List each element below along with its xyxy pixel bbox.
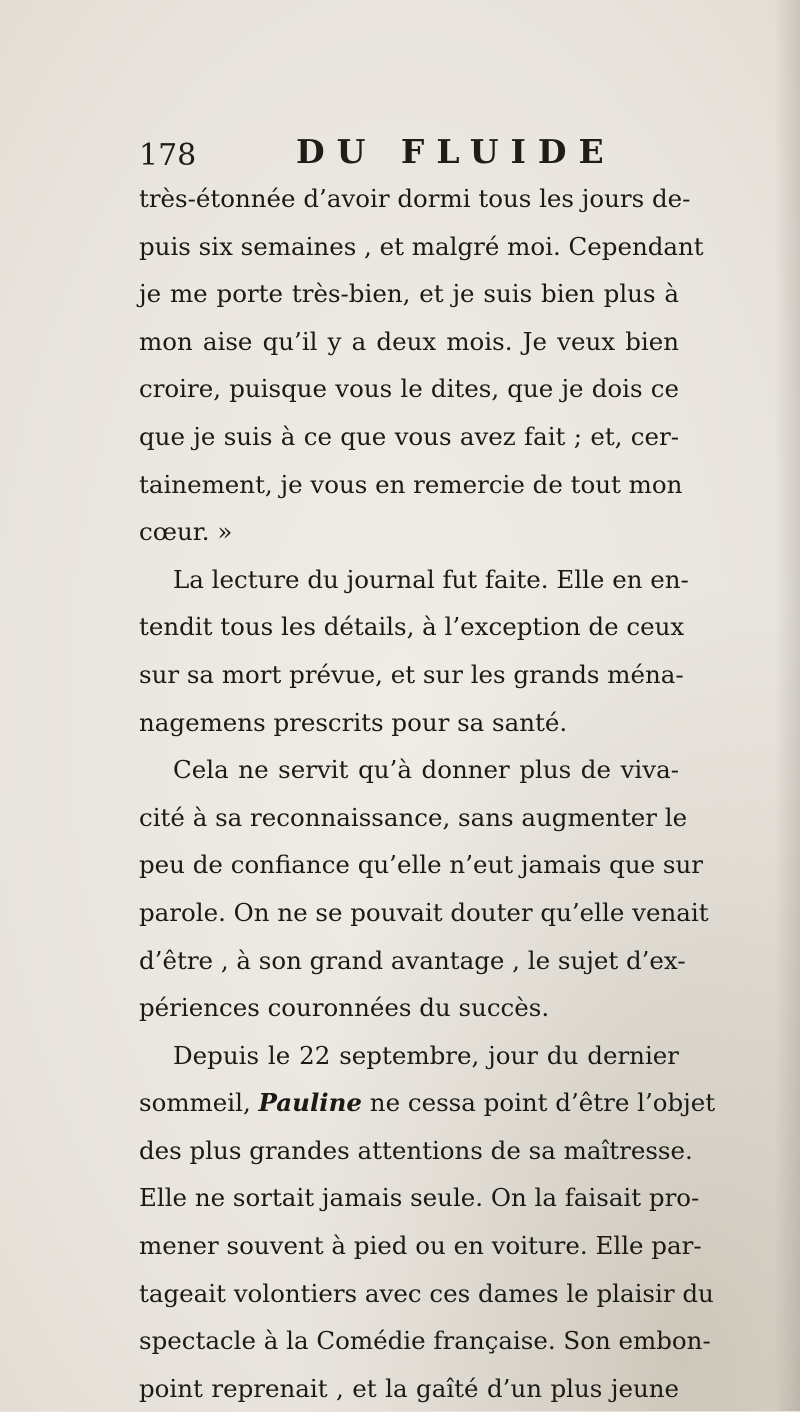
text-line: mener souvent à pied ou en voiture. Elle par- (139, 1231, 702, 1261)
paragraph-1 (139, 175, 704, 556)
text-line: La lecture du journal fut faite. Elle en en- (173, 564, 689, 594)
character-name: Pauline (258, 1088, 363, 1118)
text-line: parole. On ne se pouvait douter qu’elle venait (139, 897, 709, 927)
text-line: point reprenait , et la gaîté d’un plus jeune (139, 1373, 679, 1403)
page-edge-shadow (774, 0, 800, 1411)
text-line: tainement, je vous en remercie de tout mon (139, 469, 683, 499)
text-line: Depuis le 22 septembre, jour du dernier (173, 1040, 679, 1070)
text-line: tageait volontiers avec ces dames le plaisir du (139, 1278, 714, 1308)
text-segment: sommeil, (139, 1088, 259, 1118)
text-line: Elle ne sortait jamais seule. On la faisait pro- (139, 1183, 700, 1213)
paragraph-4 (139, 1032, 716, 1412)
text-line: tendit tous les détails, à l’exception de ceux (139, 612, 685, 642)
paragraph-3 (139, 746, 709, 1032)
text-line: des plus grandes attentions de sa maîtresse. (139, 1135, 693, 1165)
text-line: d’être , à son grand avantage , le sujet d’ex- (139, 945, 686, 975)
text-line: que je suis à ce que vous avez fait ; et, cer- (139, 421, 679, 451)
page-number: 178 (139, 138, 197, 173)
text-line: périences couronnées du succès. (139, 993, 550, 1023)
text-line-with-name (139, 1079, 716, 1127)
text-line: Cela ne servit qu’à donner plus de viva- (173, 755, 679, 785)
text-line: cité à sa reconnaissance, sans augmenter le (139, 802, 688, 832)
text-line: spectacle à la Comédie française. Son embon- (139, 1326, 711, 1356)
text-segment: ne cessa point d’être l’objet (362, 1088, 716, 1118)
body-text (139, 175, 716, 1412)
text-line: cœur. » (139, 517, 233, 547)
text-line: je me porte très-bien, et je suis bien plus à (139, 279, 679, 309)
running-title: DU FLUIDE (296, 132, 616, 171)
text-line: peu de confiance qu’elle n’eut jamais que sur (139, 850, 703, 880)
text-line: sur sa mort prévue, et sur les grands ména- (139, 659, 684, 689)
text-line: puis six semaines , et malgré moi. Cependant (139, 231, 704, 261)
text-line: nagemens prescrits pour sa santé. (139, 707, 568, 737)
page-header (139, 130, 619, 180)
text-line: mon aise qu’il y a deux mois. Je veux bien (139, 326, 679, 356)
text-line: croire, puisque vous le dites, que je dois ce (139, 374, 679, 404)
text-line: très-étonnée d’avoir dormi tous les jours de- (139, 184, 691, 213)
paragraph-2 (139, 556, 689, 746)
